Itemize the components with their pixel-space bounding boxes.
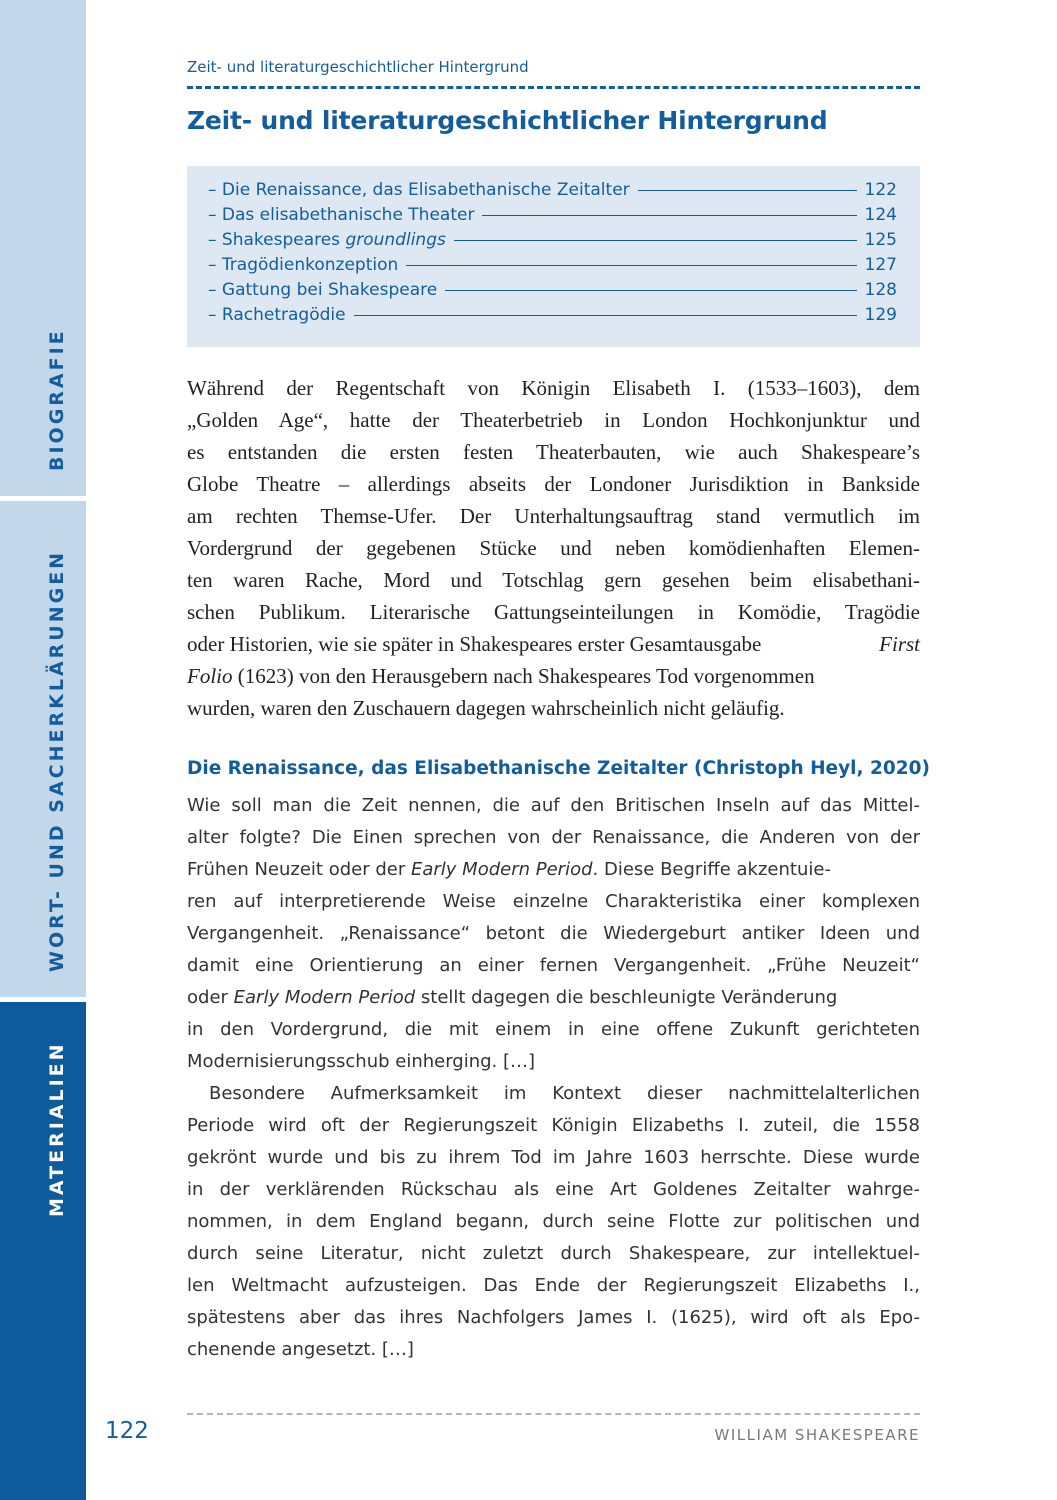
toc-item[interactable] [208,280,897,305]
toc-page-number: 124 [864,205,897,225]
tab-biografie[interactable] [0,0,86,496]
toc-page-number: 128 [864,280,897,300]
text-line: gekrönt wurde und bis zu ihrem Tod im Jahre 1603 herrschte. Diese wurde [187,1147,920,1168]
toc-label: – Das elisabethanische Theater [208,205,475,225]
text-line: ren auf interpretierende Weise einzelne Charakteristika einer komplexen [187,891,920,912]
toc-page-number: 127 [864,255,897,275]
footer-divider [187,1413,920,1415]
tab-label: BIOGRAFIE [46,328,68,471]
text-line: chenende angesetzt. […] [187,1339,414,1360]
quote-paragraph-1 [187,790,920,1078]
tab-label: MATERIALIEN [46,1041,68,1217]
dot-leader [354,315,857,316]
text-line: oder Early Modern Period stellt dagegen die beschleunigte Veränderung [187,987,838,1008]
text-line: durch seine Literatur, nicht zuletzt durch Shakespeare, zur intellektuel- [187,1243,920,1264]
quote-paragraph-2 [187,1078,920,1366]
toc-item[interactable] [208,305,897,330]
page-number: 122 [105,1418,149,1444]
toc-page-number: 129 [864,305,897,325]
tab-label: WORT- UND SACHERKLÄRUNGEN [46,549,68,972]
text-line: Vergangenheit. „Renaissance“ betont die Wiedergeburt antiker Ideen und [187,923,920,944]
text-line: wurden, waren den Zuschauern dagegen wahrscheinlich nicht geläufig. [187,696,785,720]
text-line: „Golden Age“, hatte der Theaterbetrieb in London Hochkonjunktur und [187,408,920,432]
text-line: am rechten Themse-Ufer. Der Unterhaltungsauftrag stand vermutlich im [187,504,920,528]
header-divider [187,86,920,89]
text-line: Folio (1623) von den Herausgebern nach Shakespeares Tod vorgenommen [187,664,815,688]
table-of-contents [187,166,920,347]
dot-leader [406,265,856,266]
text-line: in der verklärenden Rückschau als eine Art Goldenes Zeitalter wahrge- [187,1179,920,1200]
tab-materialien[interactable] [0,1002,86,1500]
section-sidebar [0,0,86,1500]
text-line: len Weltmacht aufzusteigen. Das Ende der Regierungszeit Elizabeths I., [187,1275,920,1296]
text-line: ten waren Rache, Mord und Totschlag gern gesehen beim elisabethani- [187,568,920,592]
page-title: Zeit- und literaturgeschichtlicher Hintergrund [187,106,828,135]
intro-paragraph [187,372,920,724]
tab-wort-und-sacherklaerungen[interactable] [0,501,86,997]
text-line: spätestens aber das ihres Nachfolgers James I. (1625), wird oft als Epo- [187,1307,920,1328]
running-header: Zeit- und literaturgeschichtlicher Hintergrund [187,58,529,76]
text-line: Globe Theatre – allerdings abseits der Londoner Jurisdiktion in Bankside [187,472,920,496]
text-line: alter folgte? Die Einen sprechen von der Renaissance, die Anderen von der [187,827,920,848]
text-line: Wie soll man die Zeit nennen, die auf den Britischen Inseln auf das Mittel- [187,795,920,816]
toc-item[interactable] [208,205,897,230]
toc-item[interactable] [208,255,897,280]
toc-item[interactable] [208,230,897,255]
text-line: Periode wird oft der Regierungszeit Königin Elizabeths I. zuteil, die 1558 [187,1115,920,1136]
text-line: nommen, in dem England begann, durch seine Flotte zur politischen und [187,1211,920,1232]
toc-label: – Gattung bei Shakespeare [208,280,438,300]
text-line: in den Vordergrund, die mit einem in eine offene Zukunft gerichteten [187,1019,920,1040]
toc-label: – Shakespeares groundlings [208,230,446,250]
section-heading: Die Renaissance, das Elisabethanische Zeitalter (Christoph Heyl, 2020) [187,758,930,779]
text-line: es entstanden die ersten festen Theaterbauten, wie auch Shakespeare’s [187,440,920,464]
toc-page-number: 125 [864,230,897,250]
toc-label: – Rachetragödie [208,305,346,325]
text-line: Besondere Aufmerksamkeit im Kontext dieser nachmittelalterlichen [209,1083,920,1104]
toc-label: – Die Renaissance, das Elisabethanische Zeitalter [208,180,630,200]
toc-page-number: 122 [864,180,897,200]
toc-item[interactable] [208,180,897,205]
text-line: Während der Regentschaft von Königin Elisabeth I. (1533–1603), dem [187,376,920,400]
text-line: oder Historien, wie sie später in Shakespeares erster Gesamtausgabe First [187,632,920,656]
text-line: Modernisierungsschub einherging. […] [187,1051,536,1072]
text-line: damit eine Orientierung an einer fernen Vergangenheit. „Frühe Neuzeit“ [187,955,920,976]
toc-label: – Tragödienkonzeption [208,255,399,275]
dot-leader [454,240,857,241]
dot-leader [638,190,857,191]
text-line: Vordergrund der gegebenen Stücke und neben komödienhaften Elemen- [187,536,920,560]
book-title: WILLIAM SHAKESPEARE [714,1426,920,1444]
text-line: Frühen Neuzeit oder der Early Modern Period. Diese Begriffe akzentuie- [187,859,831,880]
text-line: schen Publikum. Literarische Gattungseinteilungen in Komödie, Tragödie [187,600,920,624]
dot-leader [445,290,856,291]
dot-leader [482,215,856,216]
